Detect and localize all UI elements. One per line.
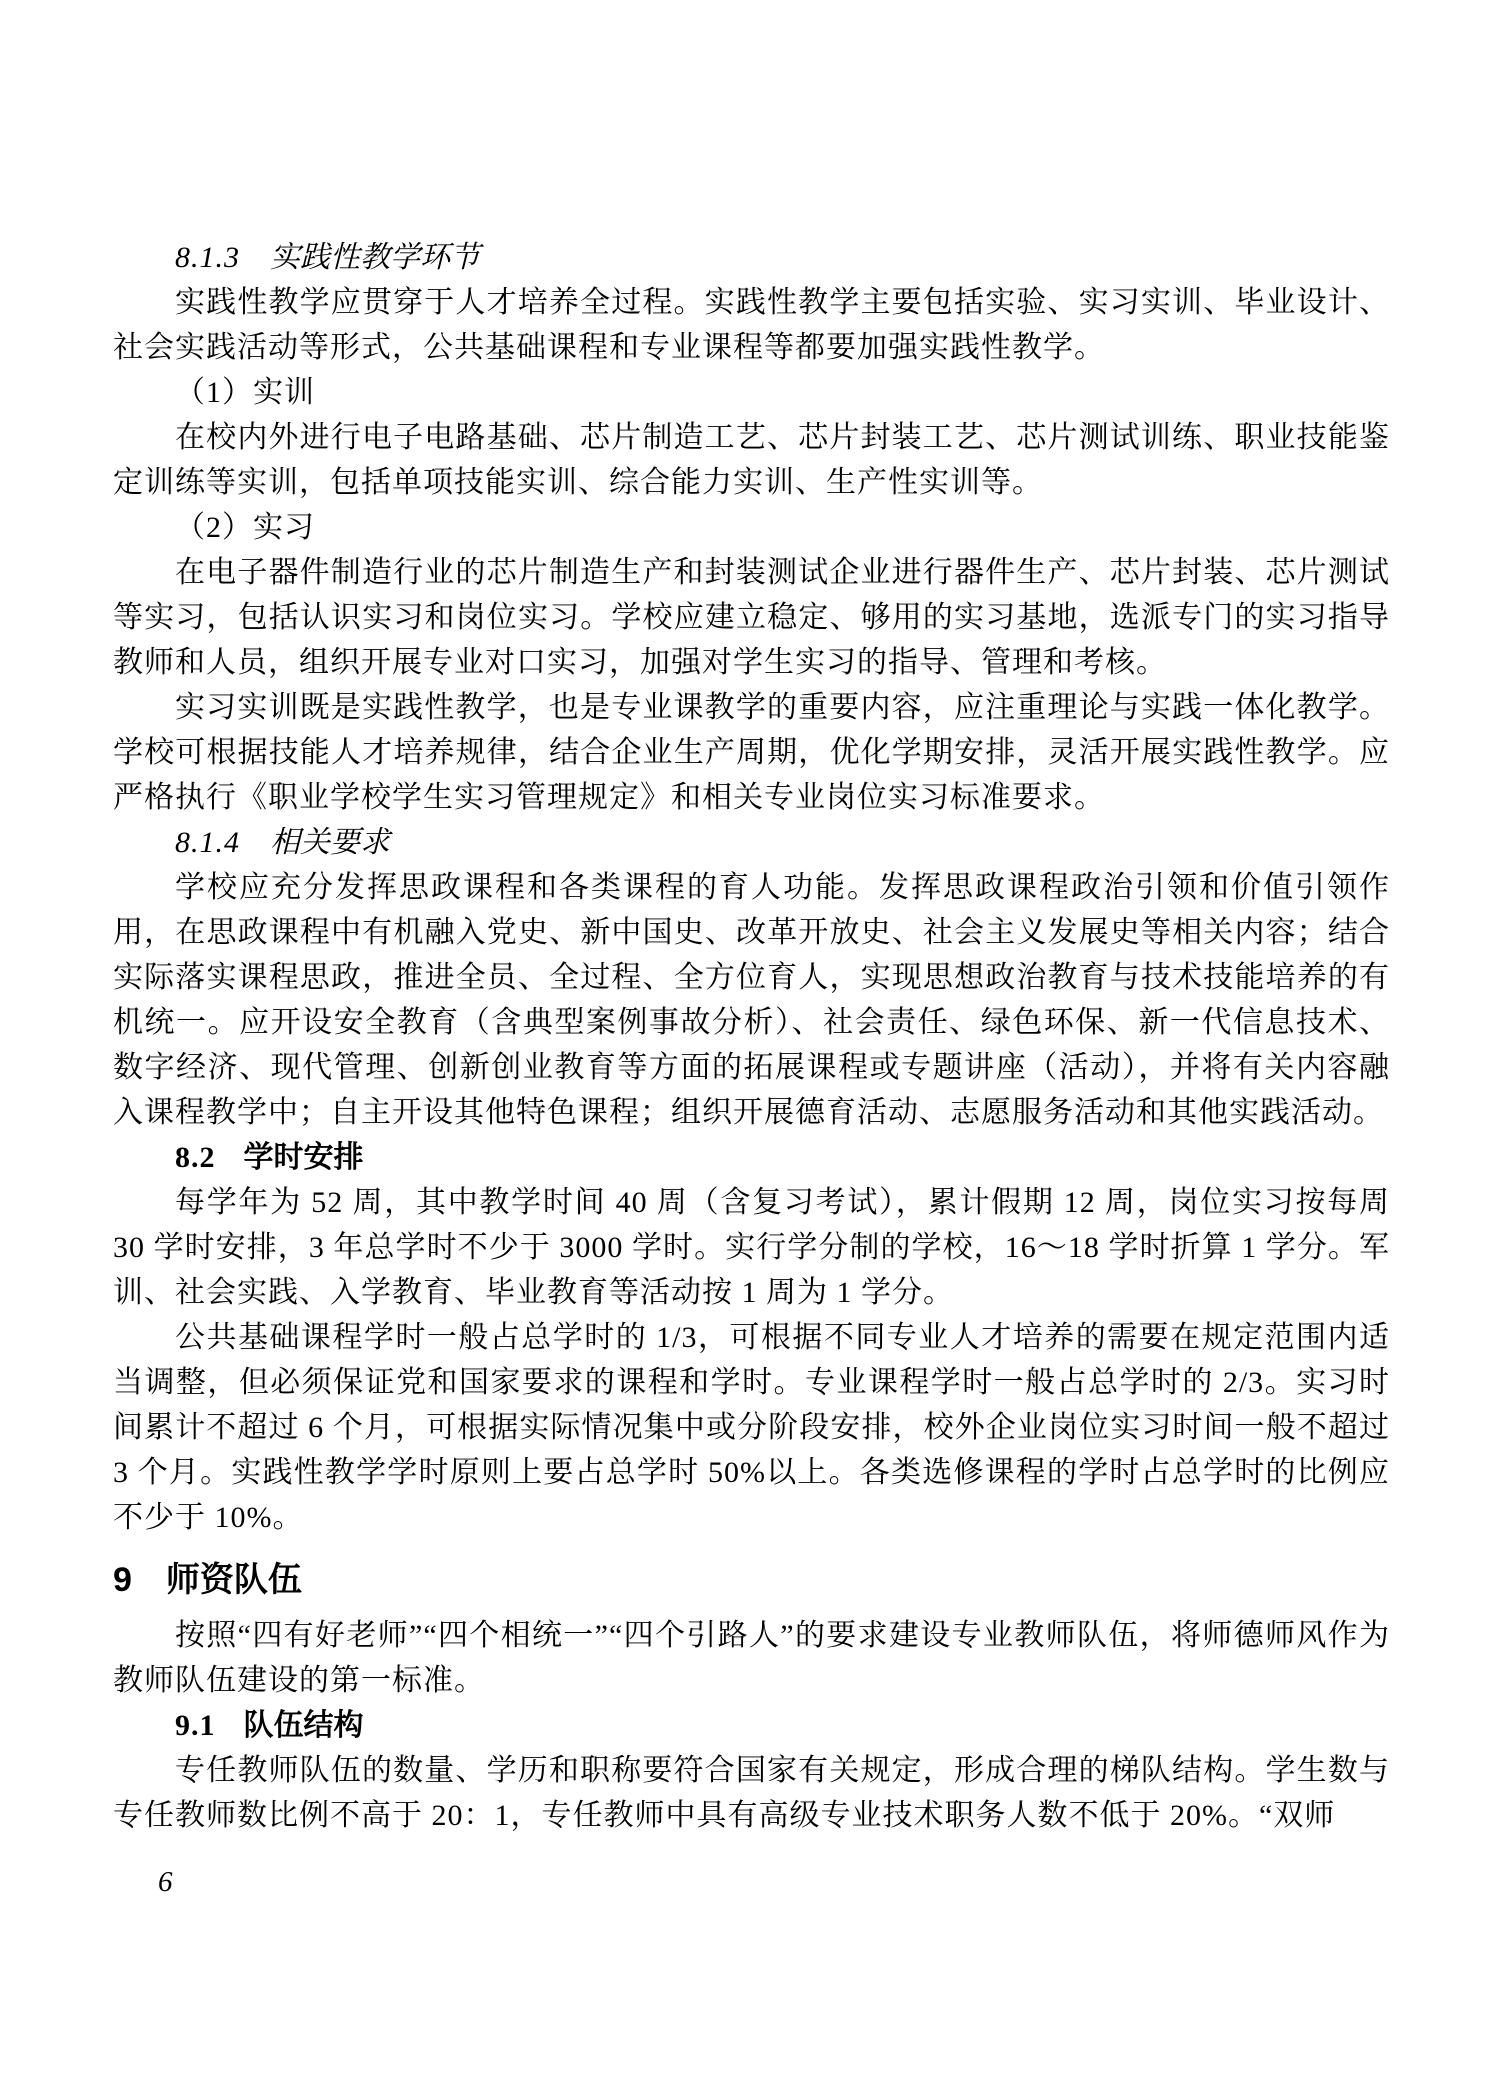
chapter-title: 师资队伍 (165, 1561, 302, 1599)
paragraph: 公共基础课程学时一般占总学时的 1/3，可根据不同专业人才培养的需要在规定范围内适当调整，但必须保证党和国家要求的课程和学时。专业课程学时一般占总学时的 2/3。实习时间累计不超过 6 个月，可根据实际情况集中或分阶段安排，校外企业岗位实习时间一般不超过 3 个月。实践性教学学时原则上要占总学时 50%以上。各类选修课程的学时占总学时的比例应不少于 10%。 (113, 1321, 1390, 1534)
section-heading-8-1-4 (113, 820, 1390, 865)
section-number: 8.1.3 (175, 241, 240, 274)
list-item-2-label: （2）实习 (175, 511, 315, 544)
list-item-1-label: （1）实训 (175, 376, 315, 409)
paragraph: 学校应充分发挥思政课程和各类课程的育人功能。发挥思政课程政治引领和价值引领作用，在思政课程中有机融入党史、新中国史、改革开放史、社会主义发展史等相关内容；结合实际落实课程思政，推进全员、全过程、全方位育人，实现思想政治教育与技术技能培养的有机统一。应开设安全教育（含典型案例事故分析）、社会责任、绿色环保、新一代信息技术、数字经济、现代管理、创新创业教育等方面的拓展课程或专题讲座（活动），并将有关内容融入课程教学中；自主开设其他特色课程；组织开展德育活动、志愿服务活动和其他实践活动。 (113, 871, 1390, 1129)
paragraph: 实习实训既是实践性教学，也是专业课教学的重要内容，应注重理论与实践一体化教学。学校可根据技能人才培养规律，结合企业生产周期，优化学期安排，灵活开展实践性教学。应严格执行《职业学校学生实习管理规定》和相关专业岗位实习标准要求。 (113, 691, 1390, 814)
paragraph: 在校内外进行电子电路基础、芯片制造工艺、芯片封装工艺、芯片测试训练、职业技能鉴定训练等实训，包括单项技能实训、综合能力实训、生产性实训等。 (113, 421, 1390, 499)
chapter-number: 9 (113, 1561, 132, 1599)
section-title: 队伍结构 (243, 1709, 364, 1742)
section-title: 相关要求 (270, 826, 390, 859)
section-number: 8.1.4 (175, 826, 240, 859)
section-heading-9-1 (113, 1703, 1390, 1748)
section-title: 实践性教学环节 (270, 241, 480, 274)
page-number: 6 (158, 1866, 173, 1898)
paragraph: 专任教师队伍的数量、学历和职称要符合国家有关规定，形成合理的梯队结构。学生数与专任教师数比例不高于 20：1，专任教师中具有高级专业技术职务人数不低于 20%。“双师 (113, 1754, 1390, 1832)
section-number: 8.2 (175, 1141, 216, 1174)
section-heading-8-2 (113, 1135, 1390, 1180)
section-number: 9.1 (175, 1709, 216, 1742)
paragraph: 每学年为 52 周，其中教学时间 40 周（含复习考试），累计假期 12 周，岗位实习按每周 30 学时安排，3 年总学时不少于 3000 学时。实行学分制的学校，16～18 学时折算 1 学分。军训、社会实践、入学教育、毕业教育等活动按 1 周为 1 学分。 (113, 1186, 1390, 1309)
section-heading-8-1-3 (113, 235, 1390, 280)
section-title: 学时安排 (243, 1141, 364, 1174)
chapter-heading-9 (113, 1554, 1390, 1606)
paragraph: 在电子器件制造行业的芯片制造生产和封装测试企业进行器件生产、芯片封装、芯片测试等实习，包括认识实习和岗位实习。学校应建立稳定、够用的实习基地，选派专门的实习指导教师和人员，组织开展专业对口实习，加强对学生实习的指导、管理和考核。 (113, 556, 1390, 679)
paragraph: 按照“四有好老师”“四个相统一”“四个引路人”的要求建设专业教师队伍，将师德师风作为教师队伍建设的第一标准。 (113, 1619, 1390, 1697)
paragraph: 实践性教学应贯穿于人才培养全过程。实践性教学主要包括实验、实习实训、毕业设计、社会实践活动等形式，公共基础课程和专业课程等都要加强实践性教学。 (113, 286, 1390, 364)
